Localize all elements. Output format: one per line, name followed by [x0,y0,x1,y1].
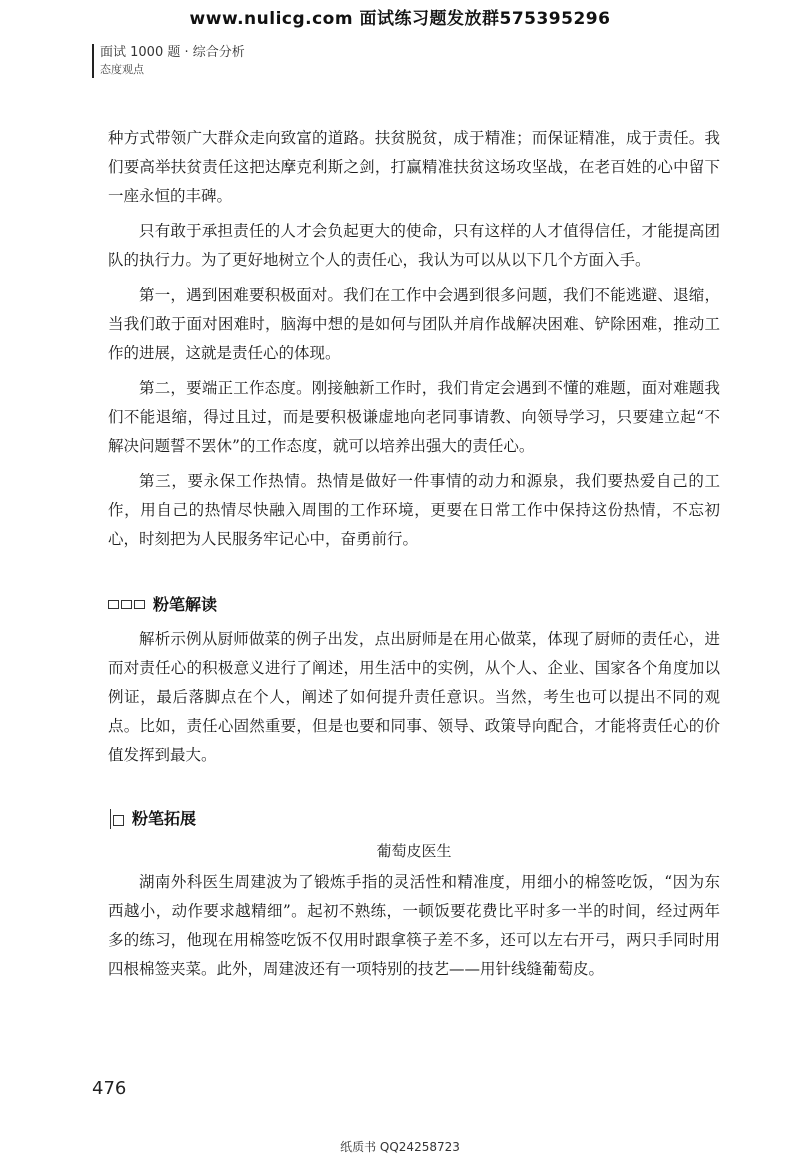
section-heading-tuozhan [108,804,720,833]
section-title: 态度观点 [100,63,144,76]
section-heading-jiedu [108,590,720,619]
top-banner: www.nulicg.com 面试练习题发放群575395296 [189,9,611,29]
page-number: 476 [92,1078,127,1099]
boxes-icon [108,600,145,609]
running-head [92,44,245,78]
jiedu-paragraph: 解析示例从厨师做菜的例子出发，点出厨师是在用心做菜，体现了厨师的责任心，进而对责任心的积极意义进行了阐述，用生活中的实例，从个人、企业、国家各个角度加以例证，最后落脚点在个人，阐述了如何提升责任意识。当然，考生也可以提出不同的观点。比如，责任心固然重要，但是也要和同事、领导、政策导向配合，才能将责任心的价值发挥到最大。 [108,630,720,764]
tuozhan-heading-text: 粉笔拓展 [132,809,197,828]
expand-icon [108,809,124,829]
tuozhan-paragraph: 湖南外科医生周建波为了锻炼手指的灵活性和精准度，用细小的棉签吃饭，“因为东西越小，动作要求越精细”。起初不熟练，一顿饭要花费比平时多一半的时间，经过两年多的练习，他现在用棉签吃饭不仅用时跟拿筷子差不多，还可以左右开弓，两只手同时用四根棉签夹菜。此外，周建波还有一项特别的技艺——用针线缝葡萄皮。 [108,873,720,978]
footer-note: 纸质书 QQ24258723 [340,1140,460,1154]
jiedu-heading-text: 粉笔解读 [153,595,218,614]
book-title: 面试 1000 题 · 综合分析 [100,45,245,60]
paragraph-continued: 种方式带领广大群众走向致富的道路。扶贫脱贫，成于精准；而保证精准，成于责任。我们要高举扶贫责任这把达摩克利斯之剑，打赢精准扶贫这场攻坚战，在老百姓的心中留下一座永恒的丰碑。 [108,129,720,205]
paragraph: 第三，要永保工作热情。热情是做好一件事情的动力和源泉，我们要热爱自己的工作，用自己的热情尽快融入周围的工作环境，更要在日常工作中保持这份热情，不忘初心，时刻把为人民服务牢记心中，奋勇前行。 [108,472,720,548]
paragraph: 第二，要端正工作态度。刚接触新工作时，我们肯定会遇到不懂的难题，面对难题我们不能退缩，得过且过，而是要积极谦虚地向老同事请教、向领导学习，只要建立起“不解决问题誓不罢休”的工作态度，就可以培养出强大的责任心。 [108,379,720,455]
paragraph: 第一，遇到困难要积极面对。我们在工作中会遇到很多问题，我们不能逃避、退缩，当我们敢于面对困难时，脑海中想的是如何与团队并肩作战解决困难、铲除困难，推动工作的进展，这就是责任心的体现。 [108,286,720,362]
paragraph: 只有敢于承担责任的人才会负起更大的使命，只有这样的人才值得信任，才能提高团队的执行力。为了更好地树立个人的责任心，我认为可以从以下几个方面入手。 [108,222,720,269]
page-content [108,124,720,990]
story-title: 葡萄皮医生 [376,842,452,860]
